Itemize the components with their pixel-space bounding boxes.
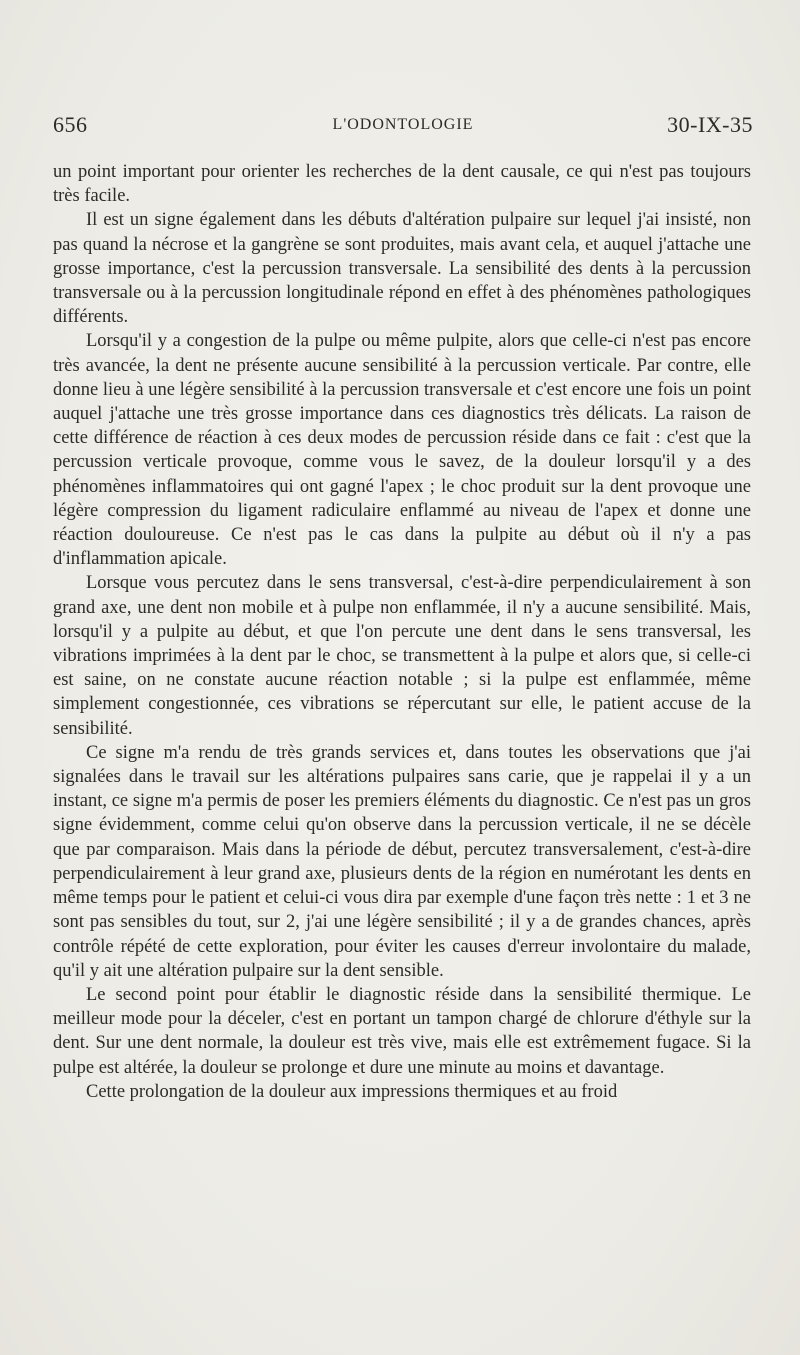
body-text [53, 160, 751, 1104]
paragraph-5: Ce signe m'a rendu de très grands services et, dans toutes les observations que j'ai signalées dans le travail sur les altérations pulpaires sans carie, que je rappelai il y a un instant, ce signe m'a permis de poser les premiers éléments du diagnostic. Ce n'est pas un gros signe évidemment, comme celui qu'on observe dans la percussion verticale, il ne se décèle que par comparaison. Mais dans la période de début, percutez transversalement, c'est-à-dire perpendiculairement à leur grand axe, plusieurs dents de la région en numérotant les dents en même temps pour le patient et celui-ci vous dira par exemple d'une façon très nette : 1 et 3 ne sont pas sensibles du tout, sur 2, j'ai une légère sensibilité ; il y a de grandes chances, après contrôle répété de cette exploration, pour éviter les causes d'erreur involontaire du malade, qu'il y ait une altération pulpaire sur la dent sensible. [53, 742, 751, 981]
paragraph-4: Lorsque vous percutez dans le sens transversal, c'est-à-dire perpendiculairement à son grand axe, une dent non mobile et à pulpe non enflammée, il n'y a aucune sensibilité. Mais, lorsqu'il y a pulpite au début, et que l'on percute une dent dans le sens transversal, les vibrations imprimées à la dent par le choc, se transmettent à la pulpe et alors que, si celle-ci est saine, on ne constate aucune réaction notable ; si la pulpe est enflammée, même simplement congestionnée, ces vibrations se répercutant sur elle, le patient accuse de la sensibilité. [53, 573, 751, 739]
running-title: L'ODONTOLOGIE [332, 116, 474, 133]
header-date: 30-IX-35 [667, 112, 753, 137]
paragraph-7: Cette prolongation de la douleur aux impressions thermiques et au froid [86, 1081, 618, 1102]
paragraph-2: Il est un signe également dans les débuts d'altération pulpaire sur lequel j'ai insisté, non pas quand la nécrose et la gangrène se sont produites, mais avant cela, et auquel j'attache une grosse importance, c'est la percussion transversale. La sensibilité des dents à la percussion transversale ou à la percussion longitudinale répond en effet à des phénomènes pathologiques différents. [53, 210, 751, 328]
paragraph-1: un point important pour orienter les recherches de la dent causale, ce qui n'est pas toujours très facile. [53, 162, 751, 207]
page-header [53, 112, 753, 142]
page-number: 656 [53, 112, 88, 137]
paragraph-3: Lorsqu'il y a congestion de la pulpe ou même pulpite, alors que celle-ci n'est pas encore très avancée, la dent ne présente aucune sensibilité à la percussion verticale. Par contre, elle donne lieu à une légère sensibilité à la percussion transversale et c'est encore une fois un point auquel j'attache une très grosse importance dans ces diagnostics très délicats. La raison de cette différence de réaction à ces deux modes de percussion réside dans ce fait : c'est que la percussion verticale provoque, comme vous le savez, de la douleur lorsqu'il y a des phénomènes inflammatoires qui ont gagné l'apex ; le choc produit sur la dent provoque une légère compression du ligament radiculaire enflammé au niveau de l'apex et donne une réaction douloureuse. Ce n'est pas le cas dans la pulpite au début où il n'y a pas d'inflammation apicale. [53, 331, 751, 570]
paragraph-6: Le second point pour établir le diagnostic réside dans la sensibilité thermique. Le meilleur mode pour la déceler, c'est en portant un tampon chargé de chlorure d'éthyle sur la dent. Sur une dent normale, la douleur est très vive, mais elle est extrêmement fugace. Si la pulpe est altérée, la douleur se prolonge et dure une minute au moins et davantage. [53, 984, 751, 1078]
